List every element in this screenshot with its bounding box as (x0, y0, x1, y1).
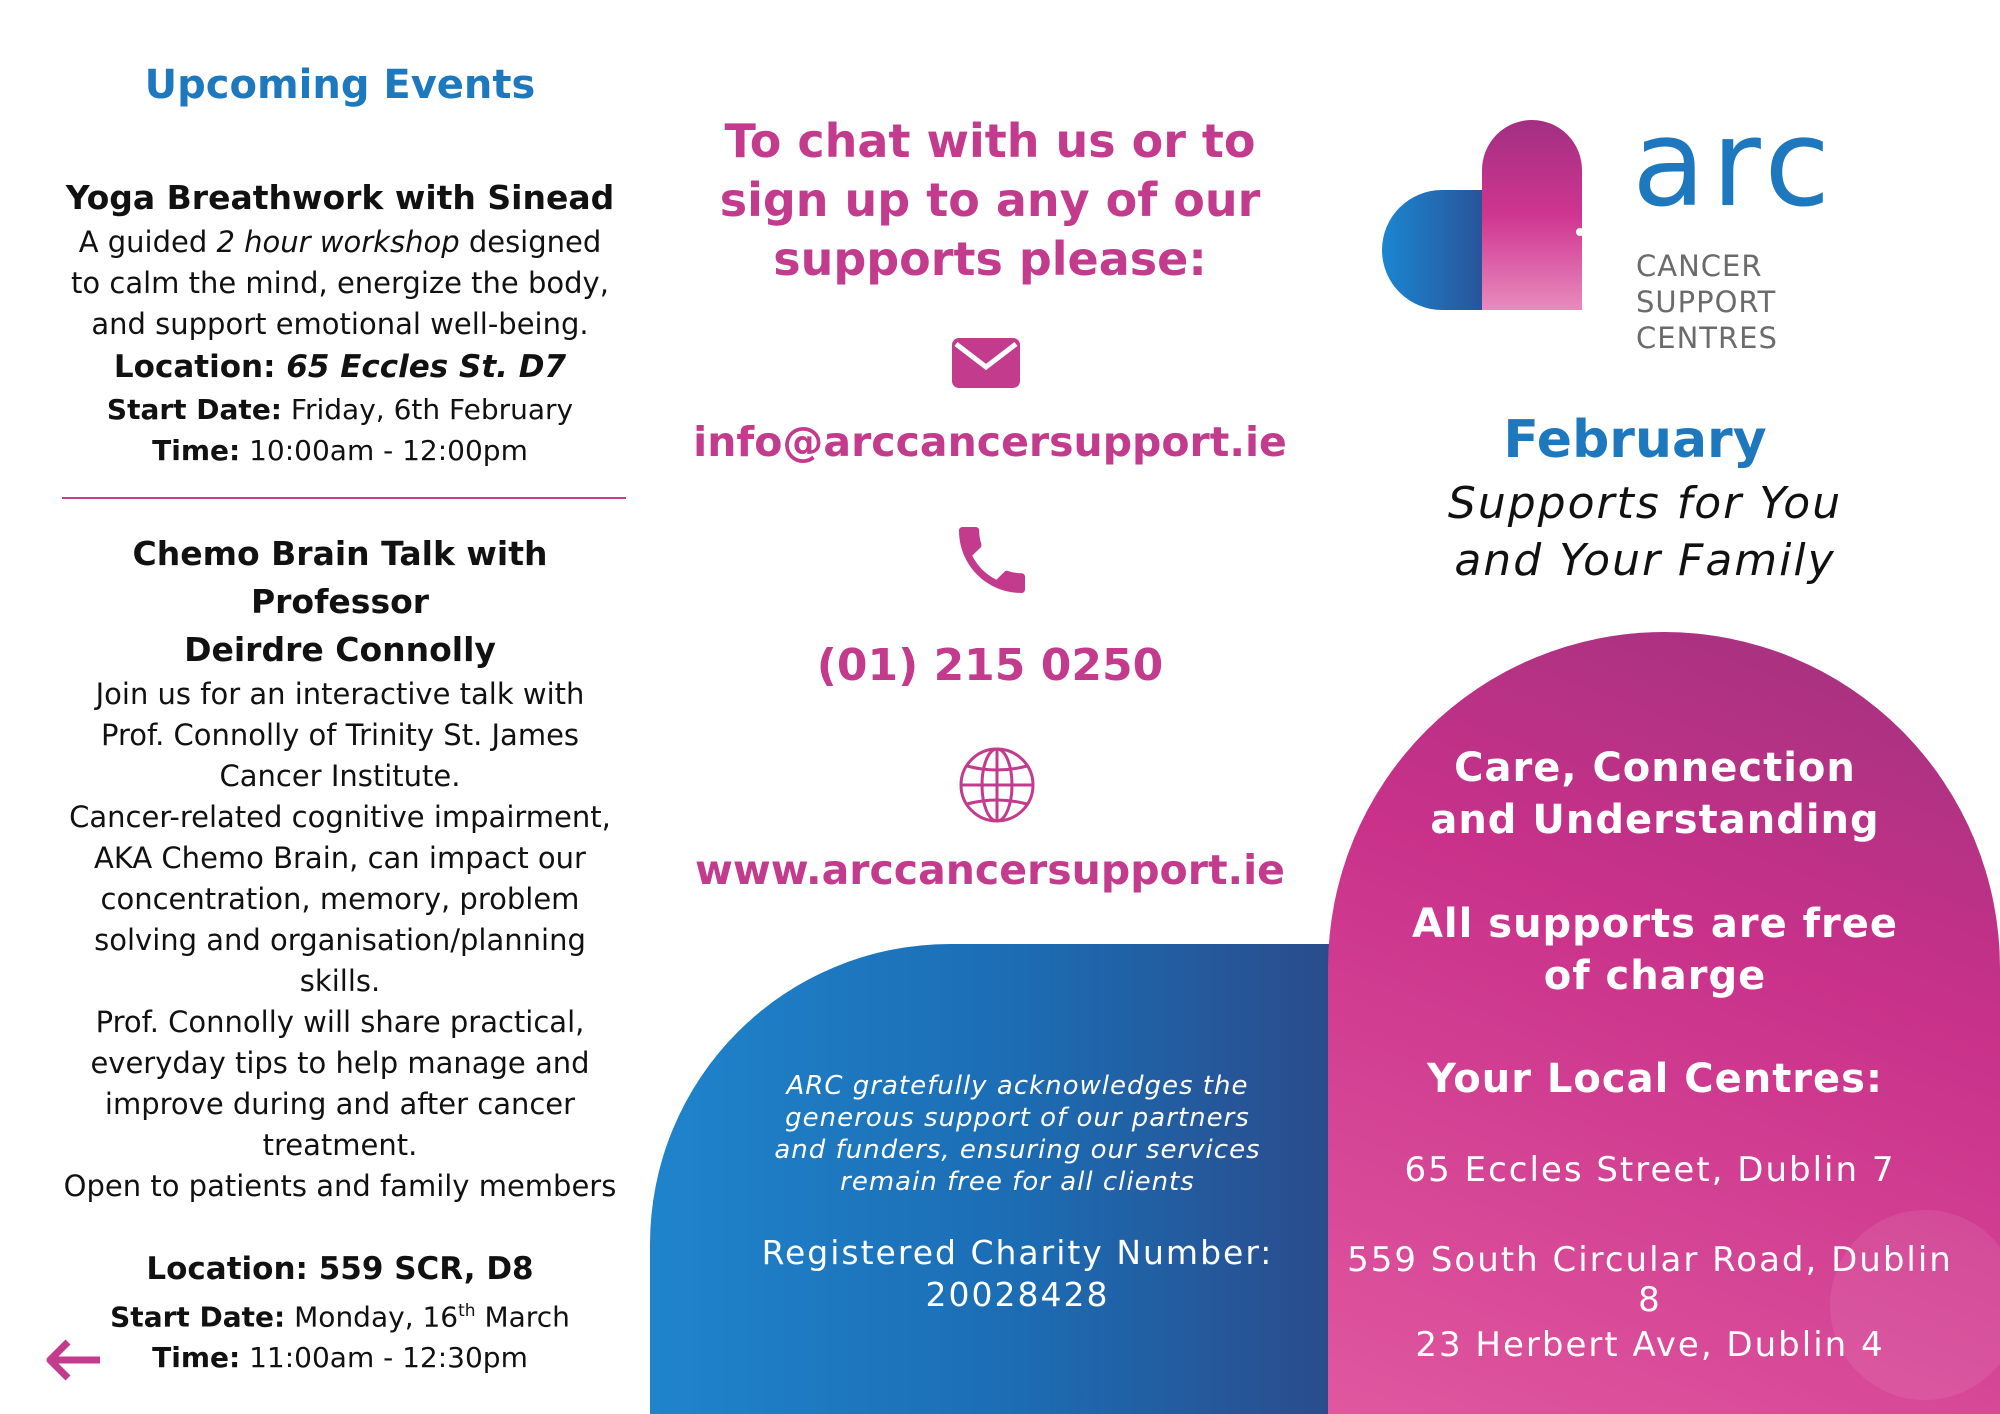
logo-wordmark: arc (1632, 95, 1837, 234)
arc-logo (1382, 95, 1902, 355)
event-description (40, 674, 640, 1207)
event-location: Location: 559 SCR, D8 (146, 1251, 534, 1287)
event-description: A guided 2 hour workshop designed (78, 225, 602, 259)
chat-heading: To chat with us or to sign up to any of our supports please: (719, 114, 1261, 286)
event-description-line: Join us for an interactive talk with (95, 677, 585, 711)
event-description-line: Prof. Connolly will share practical, (95, 1005, 585, 1039)
event-description: and support emotional well-being. (91, 307, 589, 341)
logo-tagline: CANCER SUPPORT CENTRES (1636, 249, 1778, 355)
event-start-date: Start Date: Monday, 16th March (110, 1300, 570, 1334)
event-description: to calm the mind, energize the body, (71, 266, 609, 300)
event-description-line: improve during and after cancer (104, 1087, 576, 1121)
event-description-line: skills. (299, 964, 381, 998)
event-description-line: treatment. (262, 1128, 418, 1162)
globe-icon (958, 746, 1036, 824)
event-time: Time: 11:00am - 12:30pm (152, 1341, 528, 1375)
event-description-line: AKA Chemo Brain, can impact our (94, 841, 586, 875)
event-description-line: Cancer-related cognitive impairment, (69, 800, 611, 834)
phone-number[interactable]: (01) 215 0250 (816, 640, 1164, 691)
month-title: February (1503, 410, 1767, 470)
centre-address: 559 South Circular Road, Dublin 8 (1347, 1240, 1953, 1320)
event-title: Deirdre Connolly (184, 630, 496, 669)
event-description-line: Prof. Connolly of Trinity St. James (100, 718, 580, 752)
email-link[interactable]: info@arccancersupport.ie (693, 418, 1287, 466)
local-centres-heading: Your Local Centres: (1427, 1056, 1883, 1102)
event-description-line: concentration, memory, problem (100, 882, 580, 916)
free-of-charge-text: All supports are free of charge (1411, 901, 1899, 999)
heart-door-icon (1382, 120, 1602, 320)
upcoming-events-column (40, 0, 640, 1414)
centre-address: 23 Herbert Ave, Dublin 4 (1415, 1325, 1885, 1365)
event-title: Yoga Breathwork with Sinead (65, 178, 615, 217)
event-location: Location: 65 Eccles St. D7 (113, 349, 567, 385)
event-chemo-brain (40, 530, 640, 1378)
event-description-line: solving and organisation/planning (94, 923, 586, 957)
event-start-date: Start Date: Friday, 6th February (106, 393, 574, 426)
event-yoga (40, 174, 640, 471)
website-link[interactable]: www.arccancersupport.ie (695, 846, 1285, 894)
arrow-left-icon[interactable] (46, 1338, 102, 1382)
events-heading: Upcoming Events (144, 62, 536, 108)
event-title: Chemo Brain Talk with Professor (132, 534, 548, 621)
event-description-line: Open to patients and family members (63, 1169, 617, 1203)
page-subtitle: Supports for You and Your Family (1447, 478, 1843, 586)
event-time: Time: 10:00am - 12:00pm (152, 434, 528, 467)
charity-number: Registered Charity Number: 20028428 (761, 1233, 1274, 1314)
care-heading: Care, Connection and Understanding (1430, 745, 1880, 843)
centre-address: 65 Eccles Street, Dublin 7 (1404, 1150, 1896, 1190)
event-description-line: Cancer Institute. (219, 759, 461, 793)
phone-icon (948, 516, 1036, 604)
events-divider (62, 497, 626, 499)
envelope-icon (951, 337, 1021, 389)
acknowledgement-text: ARC gratefully acknowledges the generous support of our partners and funders, ensuring our services remain free for all clients (774, 1071, 1261, 1197)
event-description-line: everyday tips to help manage and (90, 1046, 590, 1080)
